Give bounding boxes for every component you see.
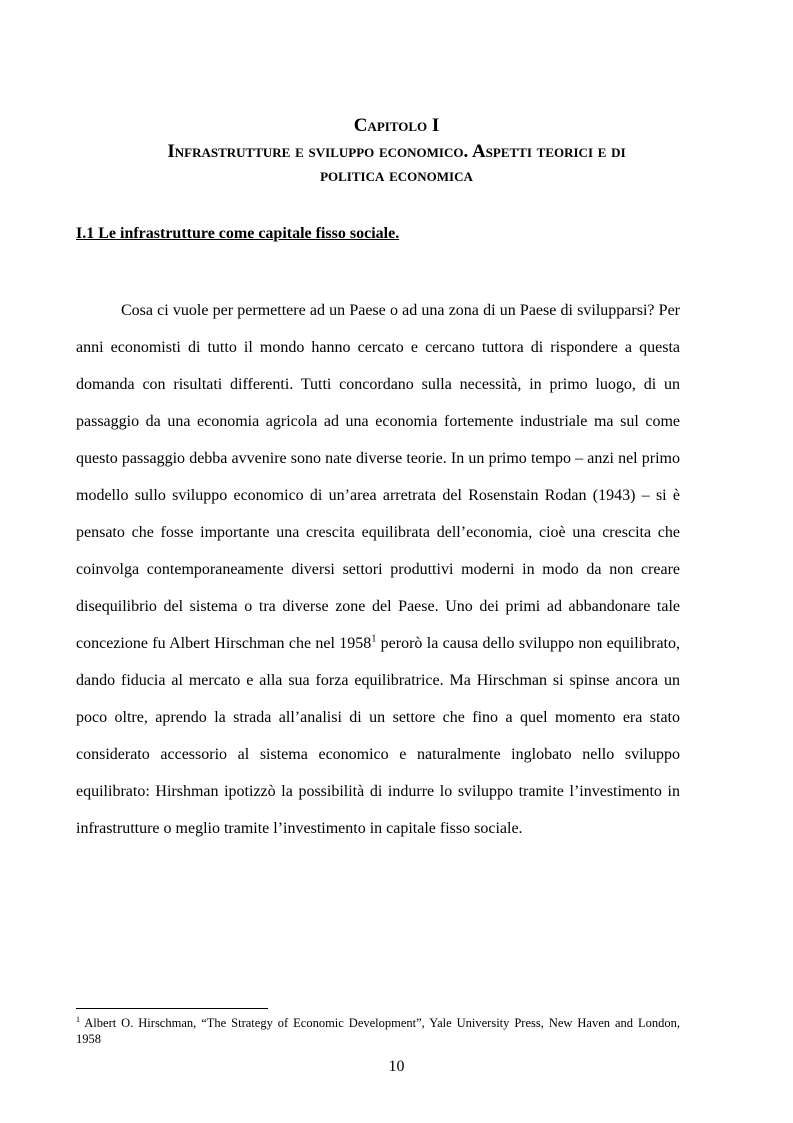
- footnote-reference[interactable]: 1: [371, 633, 377, 645]
- footnote-divider: [76, 1008, 268, 1009]
- footnote-number: 1: [76, 1014, 80, 1024]
- page-number: 10: [388, 1058, 405, 1075]
- section-heading: I.1 Le infrastrutture come capitale fisso sociale.: [76, 225, 400, 242]
- chapter-label: Capitolo I: [353, 115, 440, 136]
- body-paragraph: [76, 292, 680, 847]
- chapter-heading-line2: politica economica: [320, 165, 473, 186]
- footnote-text: Albert O. Hirschman, “The Strategy of Economic Development”, Yale University Press, New Haven and London, 1958: [76, 1016, 680, 1046]
- footnote: [76, 1015, 680, 1047]
- chapter-heading-line1: Infrastrutture e sviluppo economico. Aspetti teorici e di: [167, 141, 626, 162]
- body-paragraph-part1: Cosa ci vuole per permettere ad un Paese o ad una zona di un Paese di svilupparsi? Per anni economisti di tutto il mondo hanno cercato e cercano tuttora di rispondere a questa domanda con risultati differenti. Tutti concordano sulla necessità, in primo luogo, di un passaggio da una economia agricola ad una economia fortemente industriale ma sul come questo passaggio debba avvenire sono nate diverse teorie. In un primo tempo – anzi nel primo modello sullo sviluppo economico di un’area arretrata del Rosenstain Rodan (1943) – si è pensato che fosse importante una crescita equilibrata dell’economia, cioè una crescita che coinvolga contemporaneamente diversi settori produttivi moderni in modo da non creare disequilibrio del sistema o tra diverse zone del Paese. Uno dei primi ad abbandonare tale concezione fu Albert Hirschman che nel 1958: [76, 302, 680, 652]
- body-paragraph-part2: perorò la causa dello sviluppo non equilibrato, dando fiducia al mercato e alla sua forza equilibratrice. Ma Hirschman si spinse ancora un poco oltre, aprendo la strada all’analisi di un settore che fino a quel momento era stato considerato accessorio al sistema economico e naturalmente inglobato nello sviluppo equilibrato: Hirshman ipotizzò la possibilità di indurre lo sviluppo tramite l’investimento in infrastrutture o meglio tramite l’investimento in capitale fisso sociale.: [76, 635, 680, 837]
